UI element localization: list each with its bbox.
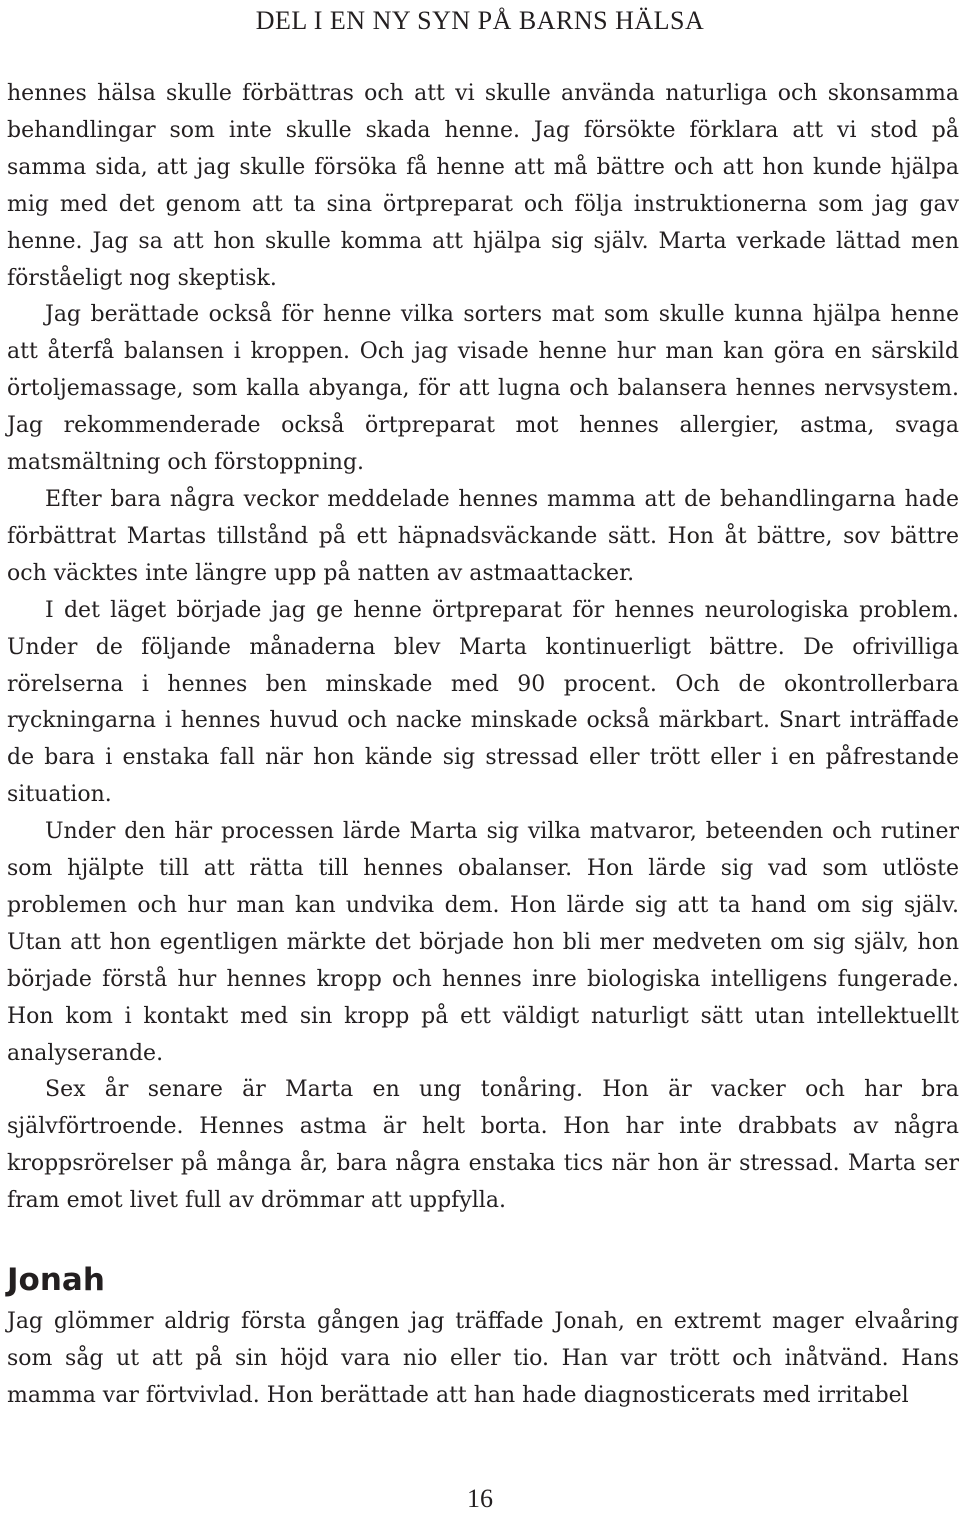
section-heading: Jonah bbox=[7, 1262, 105, 1299]
paragraph: Sex år senare är Marta en ung tonåring. Hon är vacker och har bra självförtroende. Hennes astma är helt borta. Hon har inte drabbats av några kroppsrörelser på många år, bara några enstaka tics när hon är stressad. Marta ser fram emot livet full av drömmar att uppfylla. bbox=[7, 1077, 959, 1214]
running-header: DEL I EN NY SYN PÅ BARNS HÄLSA bbox=[255, 6, 705, 35]
paragraph: Efter bara några veckor meddelade hennes mamma att de behandlingarna hade förbättrat Martas tillstånd på ett häpnadsväckande sätt. Hon åt bättre, sov bättre och väcktes inte längre upp på natten av astmaattacker. bbox=[7, 486, 959, 586]
paragraph: Jag glömmer aldrig första gången jag träffade Jonah, en extremt mager elvaåring som såg ut att på sin höjd vara nio eller tio. Han var trött och inåtvänd. Hans mamma var förtvivlad. Hon berättade att han hade diagnosticerats med irritabel bbox=[7, 1309, 959, 1408]
body-text bbox=[7, 76, 959, 1415]
paragraph: hennes hälsa skulle förbättras och att vi skulle använda naturliga och skonsamma behandlingar som inte skulle skada henne. Jag försökte förklara att vi stod på samma sida, att jag skulle försöka få henne att må bättre och att hon kunde hjälpa mig med det genom att ta sina örtpreparat och följa instruktionerna som jag gav henne. Jag sa att hon skulle komma att hjälpa sig själv. Marta verkade lättad men förståeligt nog skeptisk. bbox=[7, 81, 959, 291]
paragraph: I det läget började jag ge henne örtpreparat för hennes neurologiska problem. Under de följande månaderna blev Marta kontinuerligt bättre. De ofrivilliga rörelserna i hennes ben minskade med 90 procent. Och de okontrollerbara ryckningarna i hennes huvud och nacke minskade också märkbart. Snart inträffade de bara i enstaka fall när hon kände sig stressad eller trött eller i en påfrestande situation. bbox=[7, 597, 959, 808]
page-number: 16 bbox=[467, 1484, 493, 1513]
paragraph: Jag berättade också för henne vilka sorters mat som skulle kunna hjälpa henne att återfå balansen i kroppen. Och jag visade henne hur man kan göra en särskild örtoljemassage, som kalla abyanga, för att lugna och balansera hennes nervsystem. Jag rekommenderade också örtpreparat mot hennes allergier, astma, svaga matsmältning och förstoppning. bbox=[7, 302, 959, 476]
paragraph: Under den här processen lärde Marta sig vilka matvaror, beteenden och rutiner som hjälpte till att rätta till hennes obalanser. Hon lärde sig vad som utlöste problemen och hur man kan undvika dem. Hon lärde sig att ta hand om sig själv. Utan att hon egentligen märkte det började hon bli mer medveten om sig själv, hon började förstå hur hennes kropp och hennes inre biologiska intelligens fungerade. Hon kom i kontakt med sin kropp på ett väldigt naturligt sätt utan intellektuellt analyserande. bbox=[7, 819, 959, 1066]
